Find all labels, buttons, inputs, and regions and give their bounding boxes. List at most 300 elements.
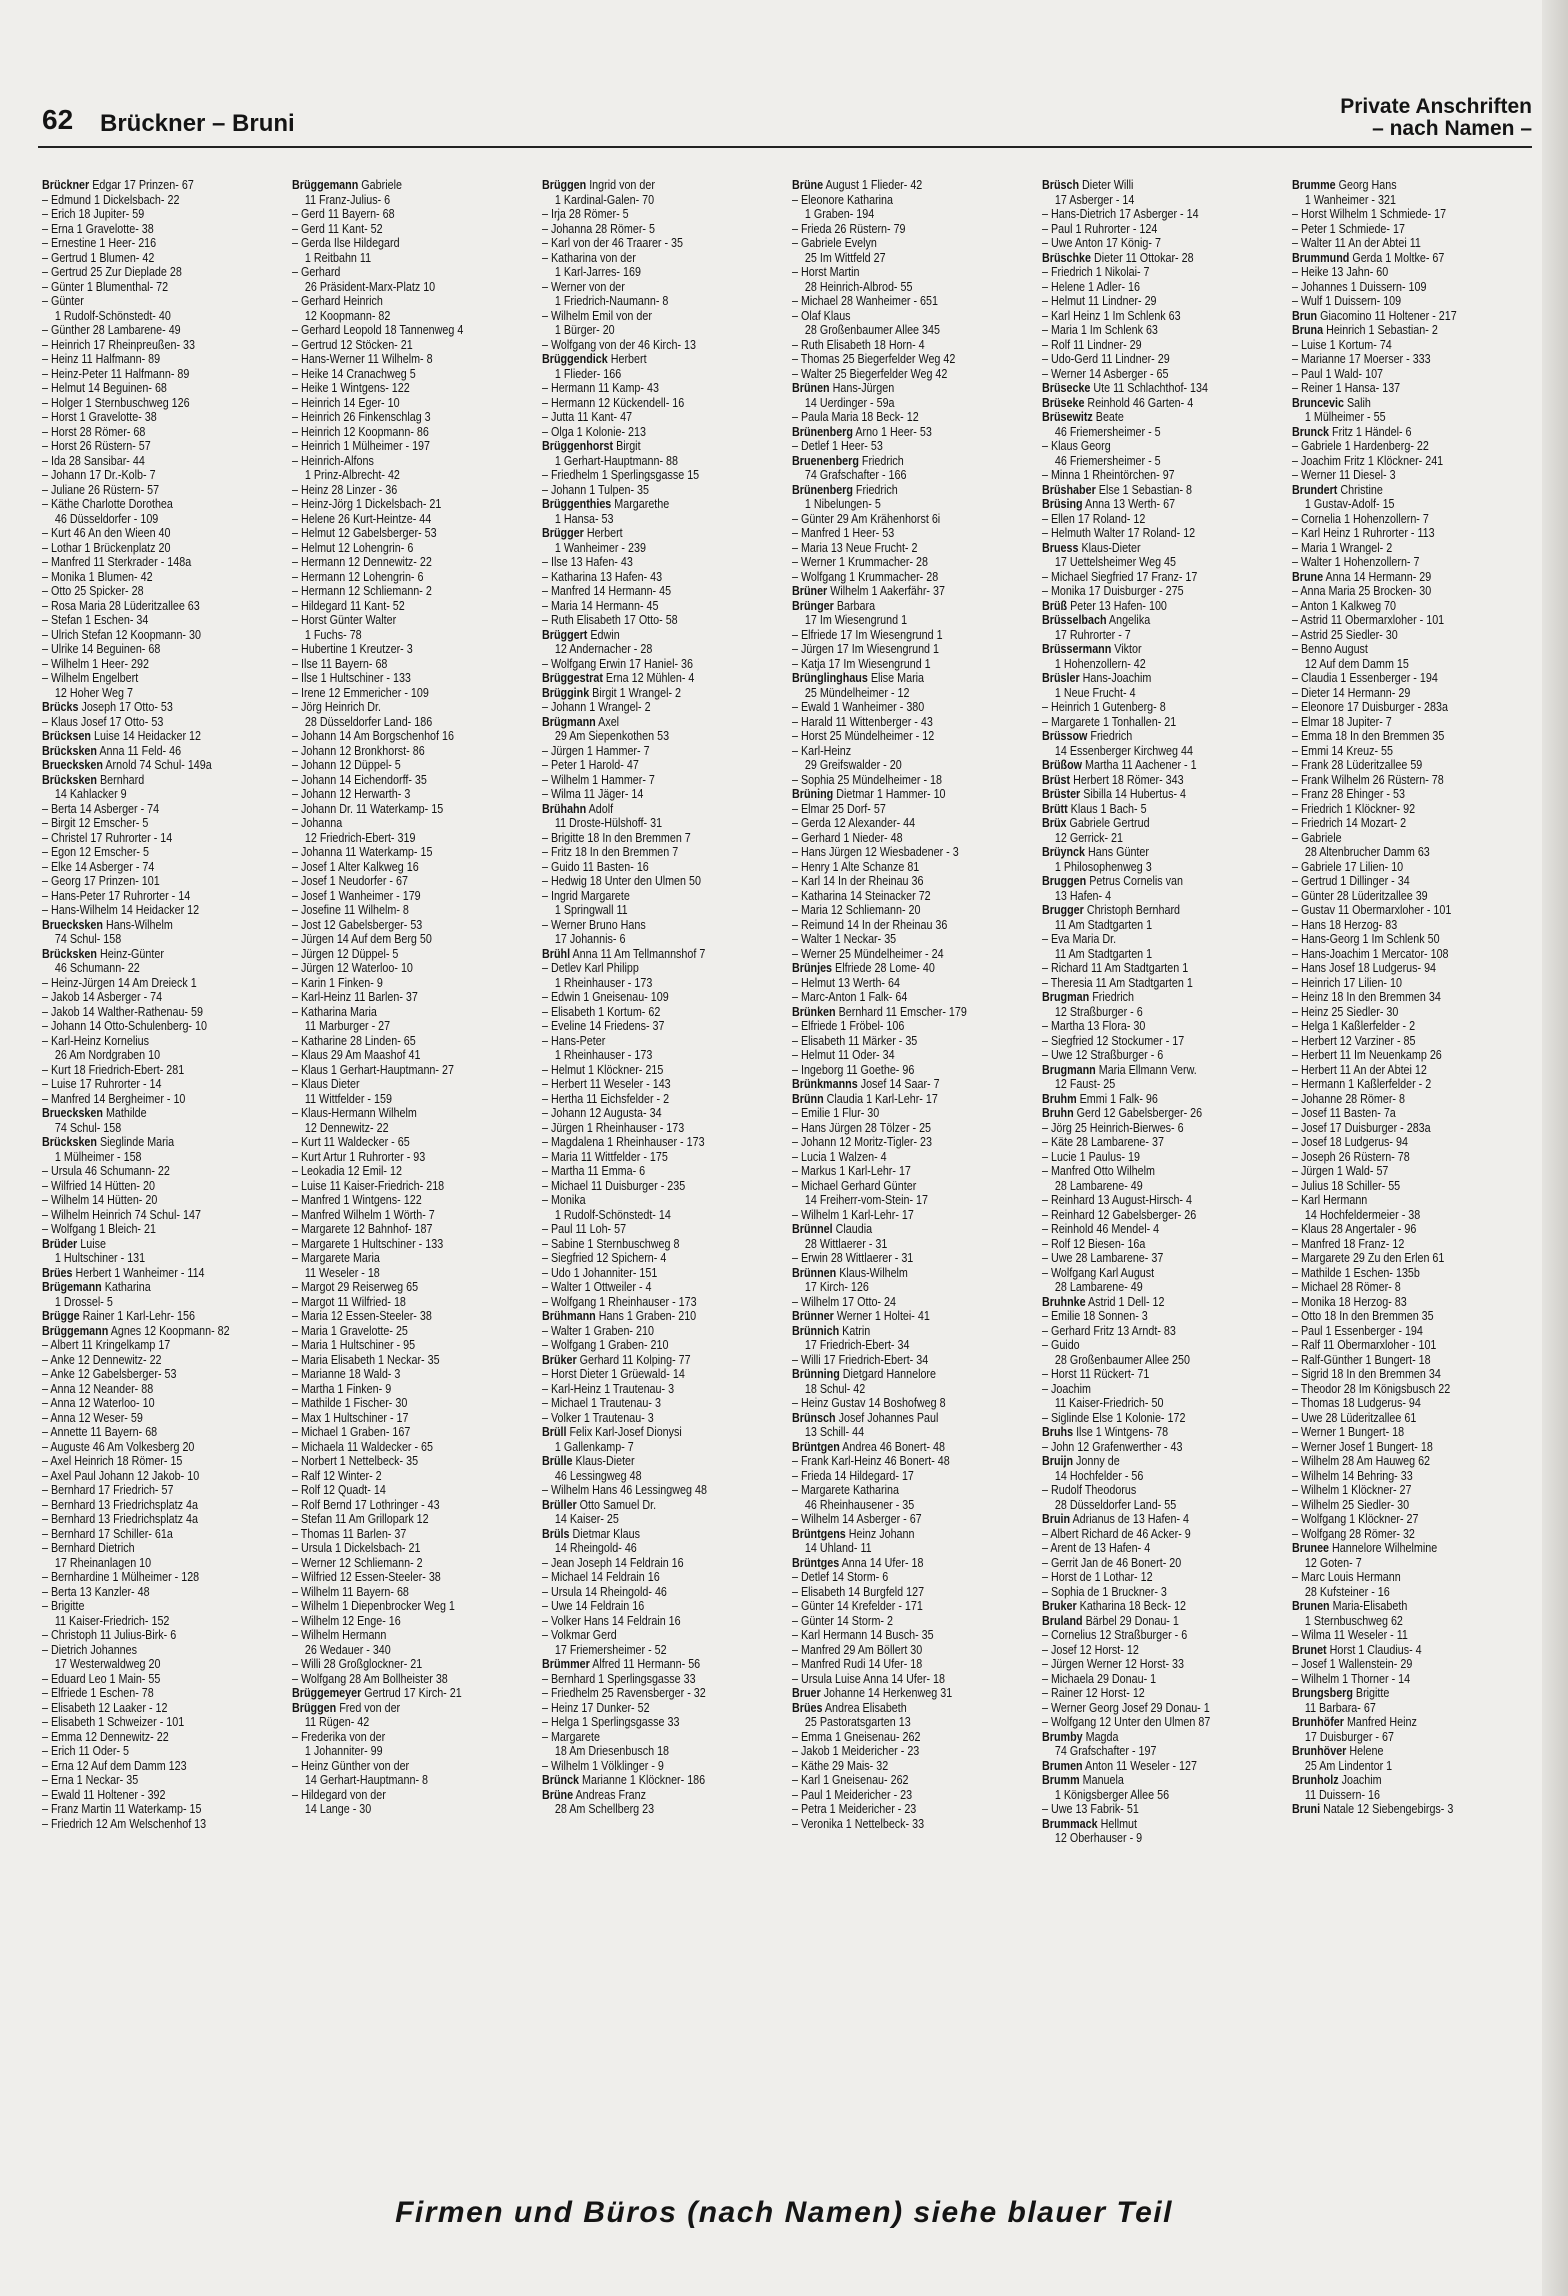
entry-text: Gerhard 11 Kolping- 77: [579, 1352, 691, 1367]
entry-text: Adolf: [588, 801, 614, 816]
directory-entry: [292, 570, 536, 585]
directory-entry: [792, 323, 1036, 338]
surname: Brüggemann: [42, 1323, 109, 1338]
footer-note: Firmen und Büros (nach Namen) siehe blauer Teil: [395, 2196, 1173, 2229]
directory-entry: [542, 932, 786, 947]
entry-text: – Thomas 25 Biegerfelder Weg 42: [792, 352, 956, 366]
directory-entry: [542, 541, 786, 556]
entry-text: – Margarete 1 Tonhallen- 21: [1042, 714, 1177, 729]
entry-text: – Helmut 13 Werth- 64: [792, 975, 900, 990]
entry-text: – Josef 12 Horst- 12: [1042, 1642, 1139, 1657]
entry-text: – Edwin 1 Gneisenau- 109: [542, 990, 669, 1004]
entry-text: – Maria 1 Hultschiner - 95: [292, 1338, 416, 1352]
directory-entry: [1292, 1498, 1536, 1513]
directory-entry: [1292, 381, 1536, 396]
entry-text: 11 Wittfelder - 159: [304, 1091, 392, 1106]
entry-text: Arno 1 Heer- 53: [855, 424, 932, 439]
entry-text: – Johann 14 Otto-Schulenberg- 10: [42, 1019, 207, 1033]
entry-text: – Ilse 13 Hafen- 43: [542, 555, 633, 569]
directory-entry: [542, 381, 786, 396]
entry-text: 11 Barbara- 67: [1304, 1700, 1376, 1715]
directory-entry: [792, 1657, 1036, 1672]
directory-entry: [42, 874, 286, 889]
entry-text: – Elke 14 Asberger - 74: [42, 859, 155, 874]
directory-entry: [1042, 1280, 1286, 1295]
entry-text: – Bernhard 17 Friedrich- 57: [42, 1483, 174, 1497]
directory-entry: [292, 410, 536, 425]
entry-text: – Jürgen 1 Hammer- 7: [542, 743, 650, 758]
entry-text: – Horst 26 Rüstern- 57: [42, 439, 151, 453]
directory-entry: [542, 1150, 786, 1165]
directory-entry-surname: [792, 1077, 1036, 1092]
directory-entry: [792, 1106, 1036, 1121]
directory-entry: [42, 1396, 286, 1411]
entry-text: Barbara: [836, 598, 876, 613]
directory-entry: [1042, 454, 1286, 469]
entry-text: – Elmar 18 Jupiter- 7: [1292, 714, 1392, 729]
entry-text: – Bernhard 13 Friedrichsplatz 4a: [42, 1512, 198, 1526]
entry-text: – Jürgen 12 Waterloo- 10: [292, 961, 413, 975]
entry-text: Klaus-Dieter: [1081, 540, 1141, 555]
entry-text: Birgit 1 Wrangel- 2: [592, 685, 682, 700]
directory-entry: [1292, 1106, 1536, 1121]
directory-entry-surname: [542, 352, 786, 367]
entry-text: – Paul 1 Wald- 107: [1292, 366, 1384, 381]
directory-entry: [292, 1498, 536, 1513]
entry-text: – Horst Dieter 1 Grüewald- 14: [542, 1367, 685, 1381]
entry-text: Emmi 1 Falk- 96: [1079, 1091, 1158, 1106]
entry-text: – Karl 1 Gneisenau- 262: [792, 1773, 909, 1787]
entry-text: 11 Marburger - 27: [304, 1019, 391, 1033]
entry-text: – Axel Heinrich 18 Römer- 15: [42, 1454, 183, 1468]
section-heading-line-1: Private Anschriften: [1340, 95, 1532, 118]
directory-entry: [292, 251, 536, 266]
entry-text: – Auguste 46 Am Volkesberg 20: [42, 1439, 195, 1454]
entry-text: – Margarete Maria: [292, 1251, 380, 1265]
directory-entry-surname: [1292, 570, 1536, 585]
entry-text: – Elisabeth 12 Laaker - 12: [42, 1700, 168, 1715]
entry-text: – Wilhelm Hans 46 Lessingweg 48: [542, 1483, 707, 1497]
directory-entry-surname: [1292, 1773, 1536, 1788]
entry-text: – Lucia 1 Walzen- 4: [792, 1149, 887, 1164]
surname: Brüssermann: [1042, 642, 1112, 656]
directory-entry: [542, 1614, 786, 1629]
entry-text: – Paul 1 Ruhrorter - 124: [1042, 221, 1158, 236]
entry-text: 25 Pastoratsgarten 13: [804, 1715, 911, 1729]
directory-entry-surname: [1292, 1802, 1536, 1817]
directory-entry: [792, 352, 1036, 367]
entry-text: – Margarete: [542, 1729, 600, 1744]
entry-text: – Manfred 14 Hermann- 45: [542, 584, 672, 598]
directory-entry: [42, 512, 286, 527]
entry-text: – Volker 1 Trautenau- 3: [542, 1410, 654, 1425]
entry-text: – Manfred Otto Wilhelm: [1042, 1164, 1155, 1178]
entry-text: Herbert: [586, 526, 623, 540]
directory-entry-surname: [42, 700, 286, 715]
entry-text: – Johann Dr. 11 Waterkamp- 15: [292, 801, 444, 816]
directory-entry: [42, 1367, 286, 1382]
entry-text: – Olaf Klaus: [792, 308, 851, 323]
entry-text: – Helene 1 Adler- 16: [1042, 279, 1141, 294]
section-heading: [1340, 96, 1532, 140]
surname: Brüggestrat: [542, 671, 603, 685]
page-title: Brückner – Bruni: [100, 110, 295, 137]
directory-entry-surname: [42, 1324, 286, 1339]
directory-entry: [542, 889, 786, 904]
entry-text: Sibilla 14 Hubertus- 4: [1083, 787, 1187, 801]
directory-entry: [42, 367, 286, 382]
entry-text: – Guido: [1042, 1338, 1080, 1352]
directory-entry-surname: [542, 686, 786, 701]
directory-entry: [42, 1686, 286, 1701]
entry-text: – Volker Hans 14 Feldrain 16: [542, 1613, 681, 1628]
entry-text: 74 Grafschafter - 166: [804, 468, 907, 482]
directory-entry: [1042, 367, 1286, 382]
directory-entry: [542, 1338, 786, 1353]
directory-entry: [792, 1382, 1036, 1397]
entry-text: 17 Friedrich-Ebert- 34: [804, 1338, 910, 1352]
surname: Brugger: [1042, 903, 1084, 917]
entry-text: – Cornelia 1 Hohenzollern- 7: [1292, 511, 1429, 526]
surname: Bruggen: [1042, 874, 1087, 888]
directory-entry: [1042, 1672, 1286, 1687]
directory-entry: [42, 1019, 286, 1034]
entry-text: – Wilhelm 1 Hammer- 7: [542, 772, 655, 787]
entry-text: – Wilhelm Emil von der: [542, 308, 652, 323]
entry-text: August 1 Flieder- 42: [825, 178, 923, 192]
directory-entry: [42, 352, 286, 367]
entry-text: – Eduard Leo 1 Main- 55: [42, 1671, 161, 1686]
entry-text: – Marc Louis Hermann: [1292, 1570, 1401, 1584]
directory-entry: [292, 1150, 536, 1165]
directory-entry: [1292, 1150, 1536, 1165]
directory-entry: [792, 1164, 1036, 1179]
entry-text: – Uwe 28 Lambarene- 37: [1042, 1251, 1164, 1265]
entry-text: Christine: [1340, 482, 1383, 497]
entry-text: – Ralf-Günther 1 Bungert- 18: [1292, 1352, 1431, 1367]
surname: Brundert: [1292, 482, 1338, 497]
entry-text: – Josefine 11 Wilhelm- 8: [292, 903, 409, 917]
entry-text: – Otto 25 Spicker- 28: [42, 584, 144, 598]
entry-text: – Heinz 11 Halfmann- 89: [42, 352, 161, 366]
directory-entry: [1292, 352, 1536, 367]
directory-entry: [292, 1309, 536, 1324]
directory-entry: [292, 222, 536, 237]
entry-text: Ilse 1 Wintgens- 78: [1076, 1425, 1169, 1439]
entry-text: – Uwe 14 Feldrain 16: [542, 1599, 645, 1613]
entry-text: – Mathilde 1 Fischer- 30: [292, 1396, 408, 1410]
surname: Brüll: [542, 1425, 567, 1439]
entry-text: – Katharina von der: [542, 250, 636, 265]
directory-entry: [292, 468, 536, 483]
entry-text: 14 Lange - 30: [304, 1802, 372, 1816]
entry-text: – Friedrich 14 Mozart- 2: [1292, 816, 1407, 830]
surname: Bruer: [792, 1686, 821, 1700]
directory-entry: [292, 787, 536, 802]
entry-text: – Käthe 29 Mais- 32: [792, 1758, 889, 1773]
directory-entry: [792, 1353, 1036, 1368]
directory-entry-surname: [1042, 671, 1286, 686]
entry-text: – Uwe 13 Fabrik- 51: [1042, 1802, 1139, 1816]
directory-entry: [42, 410, 286, 425]
directory-entry: [292, 990, 536, 1005]
entry-text: – Horst Günter Walter: [292, 613, 397, 627]
entry-text: – Gerda Ilse Hildegard: [292, 236, 400, 250]
entry-text: – Heinrich 14 Eger- 10: [292, 395, 400, 410]
surname: Brüsewitz: [1042, 410, 1093, 424]
entry-text: Martha 11 Aachener - 1: [1085, 758, 1197, 772]
entry-text: – Maria 1 Im Schlenk 63: [1042, 323, 1158, 337]
directory-entry-surname: [1042, 874, 1286, 889]
directory-entry: [542, 1251, 786, 1266]
entry-text: – Julius 18 Schiller- 55: [1292, 1178, 1401, 1193]
entry-text: – Wilhelm 28 Am Hauweg 62: [1292, 1454, 1431, 1468]
entry-text: 17 Asberger - 14: [1054, 192, 1135, 207]
entry-text: Jonny de: [1076, 1454, 1120, 1468]
entry-text: – Gustav 11 Obermarxloher - 101: [1292, 903, 1452, 917]
entry-text: – Manfred 14 Bergheimer - 10: [42, 1091, 186, 1106]
directory-entry: [542, 222, 786, 237]
surname: Brüschke: [1042, 250, 1092, 265]
surname: Brücksken: [42, 772, 97, 787]
entry-text: – Frank 28 Lüderitzallee 59: [1292, 758, 1423, 772]
directory-entry: [42, 1382, 286, 1397]
entry-text: – Wolfgang Karl August: [1042, 1265, 1155, 1280]
directory-entry: [1042, 918, 1286, 933]
surname: Brüseke: [1042, 395, 1085, 410]
entry-text: – Manfred Rudi 14 Ufer- 18: [792, 1657, 923, 1671]
entry-text: Wilhelm 1 Aakerfähr- 37: [830, 584, 945, 598]
entry-text: 46 Düsseldorfer - 109: [54, 511, 159, 526]
entry-text: – Ingrid Margarete: [542, 888, 630, 903]
directory-entry: [1292, 744, 1536, 759]
entry-text: 1 Graben- 194: [804, 207, 875, 221]
directory-entry: [792, 990, 1036, 1005]
directory-entry: [542, 1411, 786, 1426]
directory-entry: [292, 294, 536, 309]
directory-entry: [792, 555, 1036, 570]
entry-text: – Stefan 1 Eschen- 34: [42, 613, 149, 627]
directory-entry: [292, 744, 536, 759]
entry-text: 25 Mündelheimer - 12: [804, 685, 910, 700]
directory-entry: [1292, 1570, 1536, 1585]
entry-text: – Michael 28 Wanheimer - 651: [792, 294, 938, 308]
directory-entry: [1292, 1266, 1536, 1281]
directory-entry: [292, 1019, 536, 1034]
directory-entry: [792, 1802, 1036, 1817]
entry-text: – Martha 13 Flora- 30: [1042, 1019, 1146, 1033]
directory-entry: [792, 396, 1036, 411]
surname: Brunholz: [1292, 1773, 1339, 1787]
entry-text: – Gerda 12 Alexander- 44: [792, 816, 916, 830]
directory-entry: [1042, 1353, 1286, 1368]
directory-entry: [1042, 1628, 1286, 1643]
surname: Brüggen: [292, 1700, 337, 1715]
directory-column-3: [542, 178, 786, 2138]
entry-text: – Christel 17 Ruhrorter - 14: [42, 830, 173, 845]
entry-text: – Hans-Peter: [542, 1033, 606, 1048]
directory-entry: [292, 758, 536, 773]
directory-entry: [1292, 280, 1536, 295]
directory-entry: [292, 1628, 536, 1643]
surname: Brüster: [1042, 787, 1081, 801]
directory-entry: [292, 1048, 536, 1063]
entry-text: – Benno August: [1292, 642, 1368, 656]
entry-text: – Jürgen 1 Wald- 57: [1292, 1164, 1389, 1178]
surname: Brückner: [42, 178, 90, 192]
directory-entry-surname: [1042, 497, 1286, 512]
directory-entry: [1292, 599, 1536, 614]
directory-entry-surname: [292, 1701, 536, 1716]
entry-text: Fritz 1 Händel- 6: [1332, 424, 1412, 439]
directory-entry: [542, 599, 786, 614]
entry-text: – Gertrud 1 Dillinger - 34: [1292, 874, 1410, 888]
directory-entry: [792, 947, 1036, 962]
entry-text: – Johann 12 Moritz-Tigler- 23: [792, 1135, 933, 1149]
entry-text: 28 Am Schellberg 23: [554, 1802, 655, 1816]
directory-entry: [1292, 831, 1536, 846]
directory-entry: [292, 1788, 536, 1803]
directory-entry: [292, 309, 536, 324]
entry-text: – Wilhelm 14 Asberger - 67: [792, 1512, 922, 1526]
directory-entry: [1292, 918, 1536, 933]
entry-text: 17 Friemersheimer - 52: [554, 1642, 667, 1657]
directory-entry-surname: [1292, 1541, 1536, 1556]
directory-entry: [292, 1585, 536, 1600]
directory-entry: [542, 976, 786, 991]
directory-entry: [1292, 1527, 1536, 1542]
entry-text: Viktor: [1114, 642, 1142, 656]
entry-text: 13 Schill- 44: [804, 1425, 865, 1439]
directory-entry: [1292, 1556, 1536, 1571]
directory-entry: [292, 1063, 536, 1078]
surname: Brügge: [42, 1309, 80, 1323]
directory-entry: [292, 599, 536, 614]
directory-entry: [1292, 700, 1536, 715]
entry-text: 1 Springwall 11: [554, 903, 628, 917]
entry-text: – Sophia 25 Mündelheimer - 18: [792, 772, 943, 787]
directory-entry: [42, 990, 286, 1005]
directory-entry: [1292, 294, 1536, 309]
entry-text: Else 1 Sebastian- 8: [1098, 482, 1193, 497]
directory-entry: [42, 1077, 286, 1092]
entry-text: – Wilhelm 1 Heer- 292: [42, 656, 149, 671]
entry-text: – Ewald 11 Holtener - 392: [42, 1787, 166, 1802]
surname: Brüder: [42, 1236, 78, 1251]
entry-text: Friedrich: [855, 482, 898, 497]
entry-text: – Wolfgang Erwin 17 Haniel- 36: [542, 656, 693, 671]
entry-text: Bärbel 29 Donau- 1: [1085, 1613, 1179, 1628]
directory-entry: [1292, 671, 1536, 686]
surname: Brügger: [542, 526, 584, 540]
directory-entry: [1292, 1512, 1536, 1527]
entry-text: – Ernestine 1 Heer- 216: [42, 236, 157, 250]
directory-entry: [542, 816, 786, 831]
directory-entry-surname: [1042, 1773, 1286, 1788]
directory-entry: [292, 1295, 536, 1310]
entry-text: – Hildegard 11 Kant- 52: [292, 598, 405, 613]
entry-text: Astrid 1 Dell- 12: [1088, 1294, 1165, 1309]
directory-entry: [292, 816, 536, 831]
directory-entry: [792, 541, 1036, 556]
entry-text: Gabriele: [361, 178, 402, 192]
entry-text: Anna 11 Feld- 46: [99, 743, 182, 758]
directory-entry: [292, 1672, 536, 1687]
entry-text: – Michael Gerhard Günter: [792, 1178, 917, 1193]
directory-entry: [42, 1179, 286, 1194]
directory-entry: [542, 918, 786, 933]
entry-text: – Günter 1 Blumenthal- 72: [42, 279, 169, 294]
directory-entry-surname: [42, 1266, 286, 1281]
directory-entry: [1042, 236, 1286, 251]
directory-entry: [792, 468, 1036, 483]
entry-text: – Rolf 11 Lindner- 29: [1042, 337, 1142, 352]
entry-text: – Bernhard Dietrich: [42, 1541, 135, 1555]
directory-entry: [1042, 1643, 1286, 1658]
directory-entry-surname: [1042, 483, 1286, 498]
directory-entry: [792, 729, 1036, 744]
directory-entry: [792, 439, 1036, 454]
surname: Bruhnke: [1042, 1294, 1086, 1309]
directory-entry: [1042, 1048, 1286, 1063]
entry-text: Adrianus de 13 Hafen- 4: [1072, 1512, 1190, 1526]
directory-entry: [542, 425, 786, 440]
entry-text: Heinz Johann: [848, 1526, 915, 1541]
entry-text: – Monika 17 Duisburger - 275: [1042, 584, 1184, 598]
entry-text: – Jürgen Werner 12 Horst- 33: [1042, 1657, 1185, 1671]
entry-text: – Anna 12 Weser- 59: [42, 1410, 143, 1425]
directory-entry-surname: [792, 381, 1036, 396]
entry-text: – Maria 14 Hermann- 45: [542, 598, 659, 613]
surname: Brünkmanns: [792, 1077, 858, 1091]
directory-entry: [792, 657, 1036, 672]
surname: Brümmer: [542, 1657, 590, 1671]
entry-text: – Karl Hermann: [1292, 1193, 1368, 1207]
entry-text: – Norbert 1 Nettelbeck- 35: [292, 1454, 419, 1468]
entry-text: – Albert 11 Kringelkamp 17: [42, 1338, 171, 1352]
entry-text: – Johann 12 Augusta- 34: [542, 1106, 662, 1120]
entry-text: – Wilma 11 Jäger- 14: [542, 787, 644, 801]
directory-entry: [292, 1382, 536, 1397]
entry-text: – Maria 1 Gravelotte- 25: [292, 1323, 408, 1338]
entry-text: Hannelore Wilhelmine: [1332, 1541, 1438, 1555]
entry-text: – Richard 11 Am Stadtgarten 1: [1042, 961, 1189, 975]
entry-text: – Helmut 12 Lohengrin- 6: [292, 540, 414, 555]
entry-text: Axel: [598, 714, 620, 729]
directory-entry: [1042, 1527, 1286, 1542]
entry-text: – Ida 28 Sansibar- 44: [42, 453, 145, 468]
entry-text: Katharina: [104, 1280, 151, 1294]
entry-text: – Peter 1 Harold- 47: [542, 758, 639, 772]
entry-text: Erna 12 Mühlen- 4: [605, 671, 695, 685]
directory-entry: [792, 744, 1036, 759]
entry-text: Herbert 1 Wanheimer - 114: [75, 1265, 205, 1280]
entry-text: – Bernhard 17 Schiller- 61a: [42, 1526, 173, 1541]
entry-text: – Ursula 14 Rheingold- 46: [542, 1584, 667, 1599]
directory-entry: [792, 1034, 1036, 1049]
directory-entry: [1292, 715, 1536, 730]
entry-text: Angelika: [1108, 613, 1151, 627]
entry-text: – Gerd 11 Bayern- 68: [292, 207, 395, 221]
directory-entry: [1042, 1802, 1286, 1817]
entry-text: Manuela: [1082, 1773, 1124, 1787]
surname: Brüggendick: [542, 352, 608, 366]
directory-entry: [1292, 874, 1536, 889]
surname: Brühahn: [542, 801, 587, 816]
entry-text: – Hildegard von der: [292, 1787, 386, 1802]
directory-entry: [1042, 657, 1286, 672]
directory-entry: [1042, 265, 1286, 280]
